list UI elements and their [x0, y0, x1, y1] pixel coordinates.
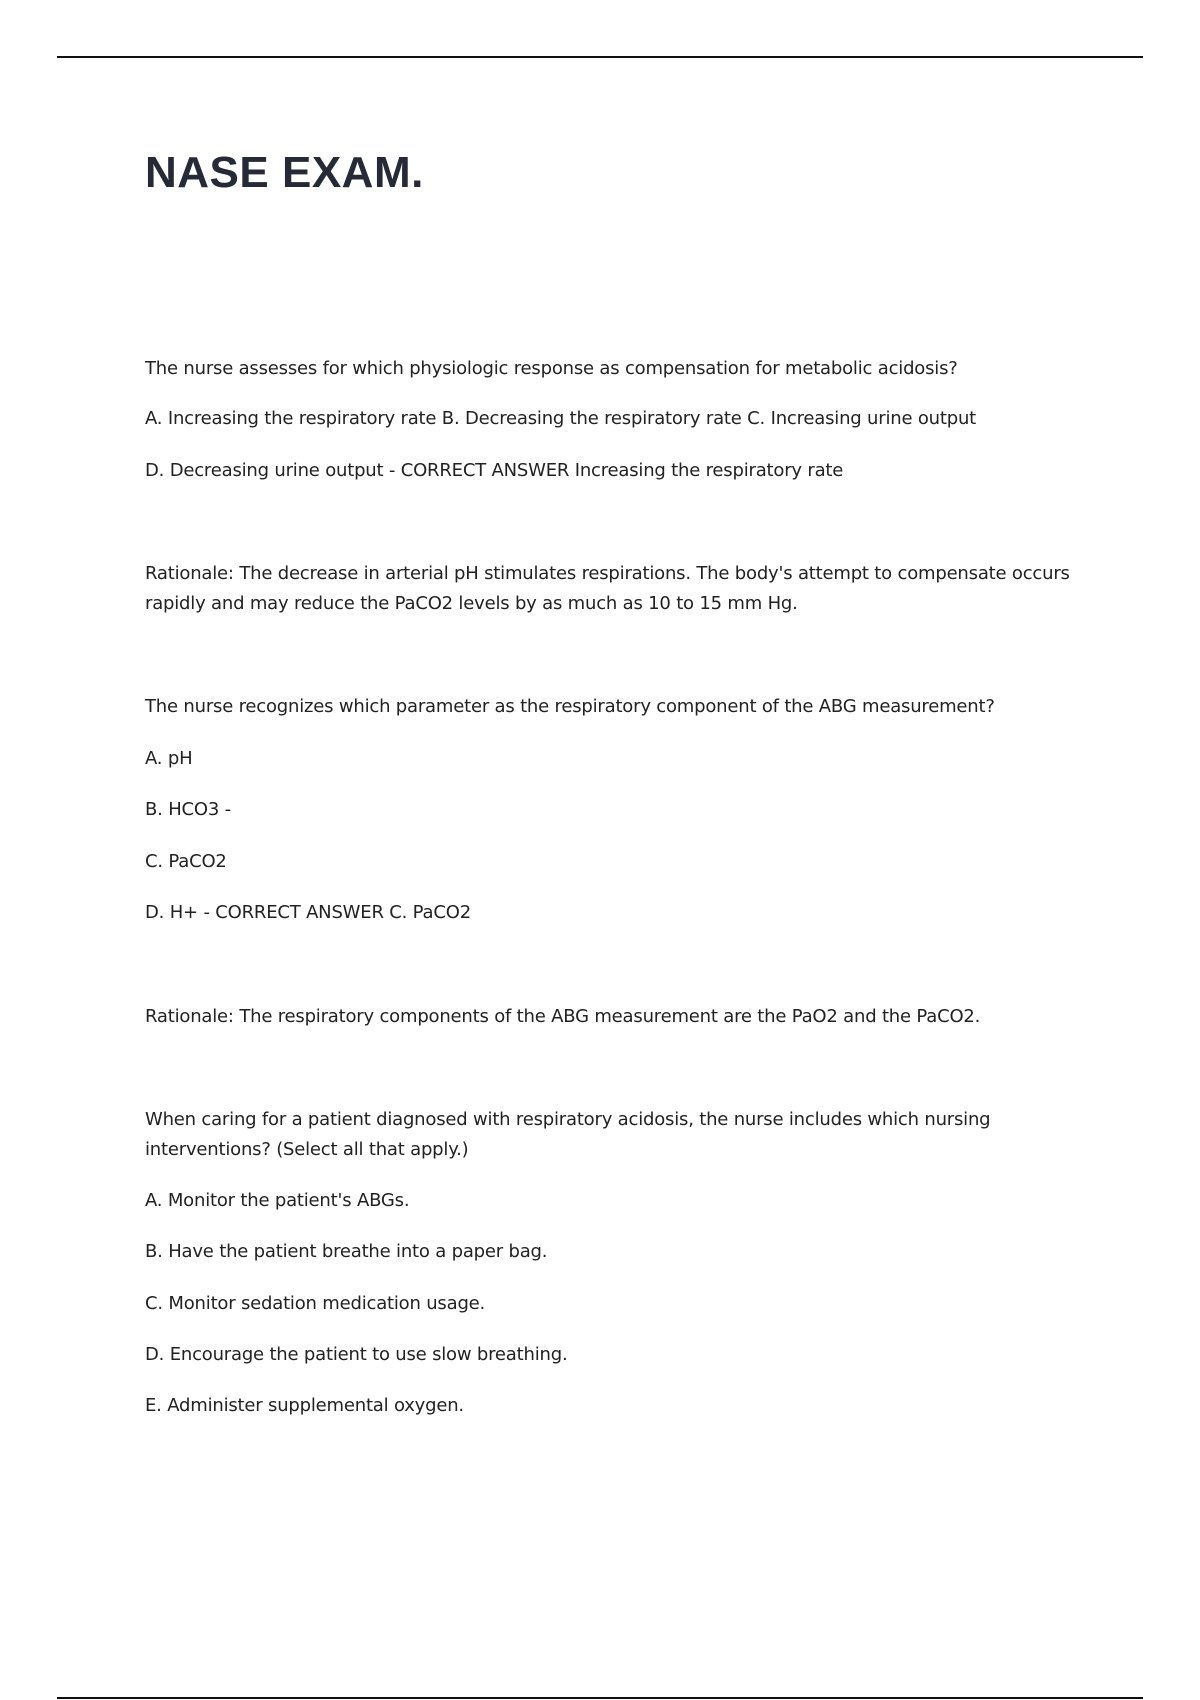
question-3-option-e: E. Administer supplemental oxygen.: [145, 1395, 464, 1416]
question-3-stem-line-2: interventions? (Select all that apply.): [145, 1139, 469, 1160]
question-1-stem: The nurse assesses for which physiologic response as compensation for metabolic acidosis?: [145, 358, 958, 379]
question-2-rationale: Rationale: The respiratory components of the ABG measurement are the PaO2 and the PaCO2.: [145, 1006, 981, 1027]
question-1-answer: D. Decreasing urine output - CORRECT ANSWER Increasing the respiratory rate: [145, 460, 844, 481]
question-2-answer: D. H+ - CORRECT ANSWER C. PaCO2: [145, 902, 471, 923]
bottom-rule: [57, 1697, 1143, 1699]
document-title: NASE EXAM.: [145, 148, 424, 197]
question-3-option-d: D. Encourage the patient to use slow breathing.: [145, 1344, 568, 1365]
top-rule: [57, 56, 1143, 58]
question-1-rationale-line-1: Rationale: The decrease in arterial pH stimulates respirations. The body's attempt to compensate occurs: [145, 563, 1070, 584]
question-2-option-b: B. HCO3 -: [145, 799, 231, 820]
question-2-stem: The nurse recognizes which parameter as the respiratory component of the ABG measurement?: [145, 696, 995, 717]
question-3-option-b: B. Have the patient breathe into a paper bag.: [145, 1241, 548, 1262]
question-3-stem-line-1: When caring for a patient diagnosed with respiratory acidosis, the nurse includes which nursing: [145, 1109, 991, 1130]
question-3-option-c: C. Monitor sedation medication usage.: [145, 1293, 486, 1314]
question-3-option-a: A. Monitor the patient's ABGs.: [145, 1190, 410, 1211]
question-2-option-a: A. pH: [145, 748, 193, 769]
question-2-option-c: C. PaCO2: [145, 851, 227, 872]
question-1-options: A. Increasing the respiratory rate B. Decreasing the respiratory rate C. Increasing urine output: [145, 408, 977, 429]
question-1-rationale-line-2: rapidly and may reduce the PaCO2 levels by as much as 10 to 15 mm Hg.: [145, 593, 798, 614]
